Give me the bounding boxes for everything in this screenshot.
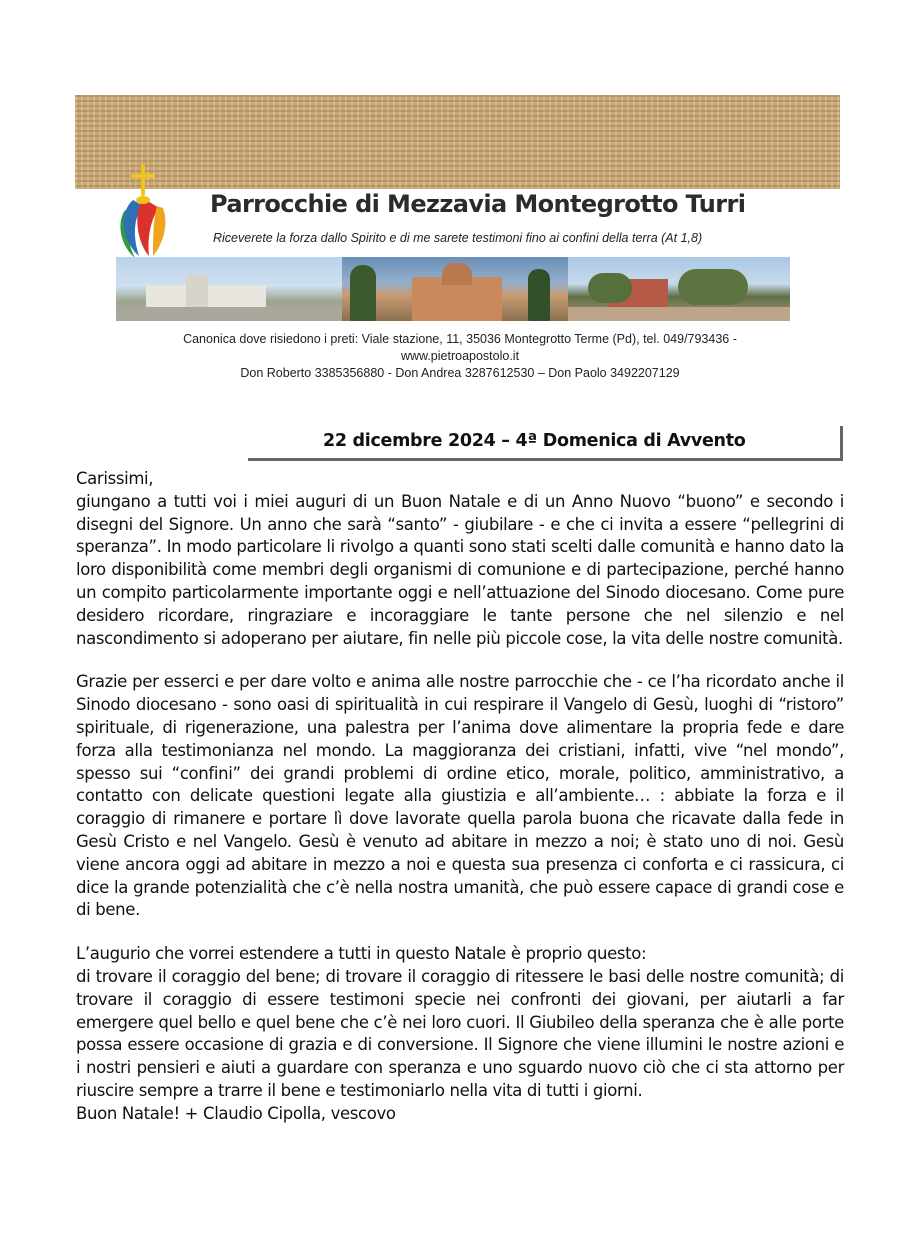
church-photos bbox=[116, 257, 790, 321]
church-photo-3 bbox=[568, 257, 790, 321]
canonica-address: Canonica dove risiedono i preti: Viale stazione, 11, 35036 Montegrotto Terme (Pd), tel. 049/793436 - bbox=[183, 332, 737, 346]
letter-paragraph-1: giungano a tutti voi i miei auguri di un Buon Natale e di un Anno Nuovo “buono” e secondo i disegni del Signore. Un anno che sarà “santo” - giubilare - e che ci invita a essere “pellegrini di speranza”. In modo particolare li rivolgo a quanti sono stati scelti dalle comunità e hanno dato la loro disponibilità come membri degli organismi di comunione e di partecipazione, perché hanno un compito particolarmente importante oggi e nell’attuazione del Sinodo diocesano. Come pure desidero ricordare, ringraziare e incoraggiare le tante persone che nel silenzio e nel nascondimento si adoperano per aiutare, fin nelle più piccole cose, la vita delle nostre comunità. bbox=[76, 491, 844, 648]
letter-paragraph-2: Grazie per esserci e per dare volto e anima alle nostre parrocchie che - ce l’ha ricordato anche il Sinodo diocesano - sono oasi di spiritualità in cui respirare il Vangelo di Gesù, luoghi di “ristoro” spirituale, di rigenerazione, una palestra per l’anima dove alimentare la propria fede e dare forza alla testimonianza nel mondo. La maggioranza dei cristiani, infatti, vive “nel mondo”, spesso sui “confini” dei grandi problemi di ordine etico, morale, politico, amministrativo, a contatto con delicate questioni legate alla giustizia e all’ambiente… : abbiate la forza e il coraggio di rimanere e portare lì dove lavorate quella parola buona che ricavate dalla fede in Gesù Cristo e nel Vangelo. Gesù è venuto ad abitare in mezzo a noi; è stato uno di noi. Gesù viene ancora oggi ad abitare in mezzo a noi e questa sua presenza ci conforta e ci rassicura, ci dice la grande potenzialità che c’è nella nostra umanità, che può essere capace di grandi cose e di bene. bbox=[76, 672, 844, 920]
parish-title: Parrocchie di Mezzavia Montegrotto Turri bbox=[210, 190, 746, 218]
church-photo-1 bbox=[116, 257, 342, 321]
date-banner bbox=[248, 426, 843, 461]
priests-contacts: Don Roberto 3385356880 - Don Andrea 3287612530 – Don Paolo 3492207129 bbox=[240, 366, 680, 380]
parish-motto: Riceverete la forza dallo Spirito e di me sarete testimoni fino ai confini della terra (At 1,8) bbox=[213, 231, 703, 245]
letter-greeting: Carissimi, bbox=[76, 469, 154, 488]
church-photo-2 bbox=[342, 257, 568, 321]
letter-paragraph-3: di trovare il coraggio del bene; di trovare il coraggio di ritessere le basi delle nostre comunità; di trovare il coraggio di essere testimoni specie nei confronti dei giovani, per aiutarli a far emergere quel bello e quel bene che c’è nei loro cuori. Il Giubileo della speranza che è alle porte possa essere occasione di grazia e di conversione. Il Signore che viene illumini le nostre azioni e i nostri pensieri e aiuti a guardare con speranza e uno sguardo nuovo ciò che ci sta attorno per riuscire sempre a trarre il bene e testimoniarlo nella vita di tutti i giorni. bbox=[76, 966, 844, 1100]
letter-paragraph-3-intro: L’augurio che vorrei estendere a tutti in questo Natale è proprio questo: bbox=[76, 944, 647, 964]
parish-logo-icon bbox=[113, 160, 173, 262]
letter-body bbox=[76, 468, 844, 1126]
date-title: 22 dicembre 2024 – 4ª Domenica di Avvento bbox=[323, 431, 746, 451]
website-link[interactable]: www.pietroapostolo.it bbox=[400, 349, 520, 363]
letter-closing: Buon Natale! + Claudio Cipolla, vescovo bbox=[76, 1103, 396, 1123]
